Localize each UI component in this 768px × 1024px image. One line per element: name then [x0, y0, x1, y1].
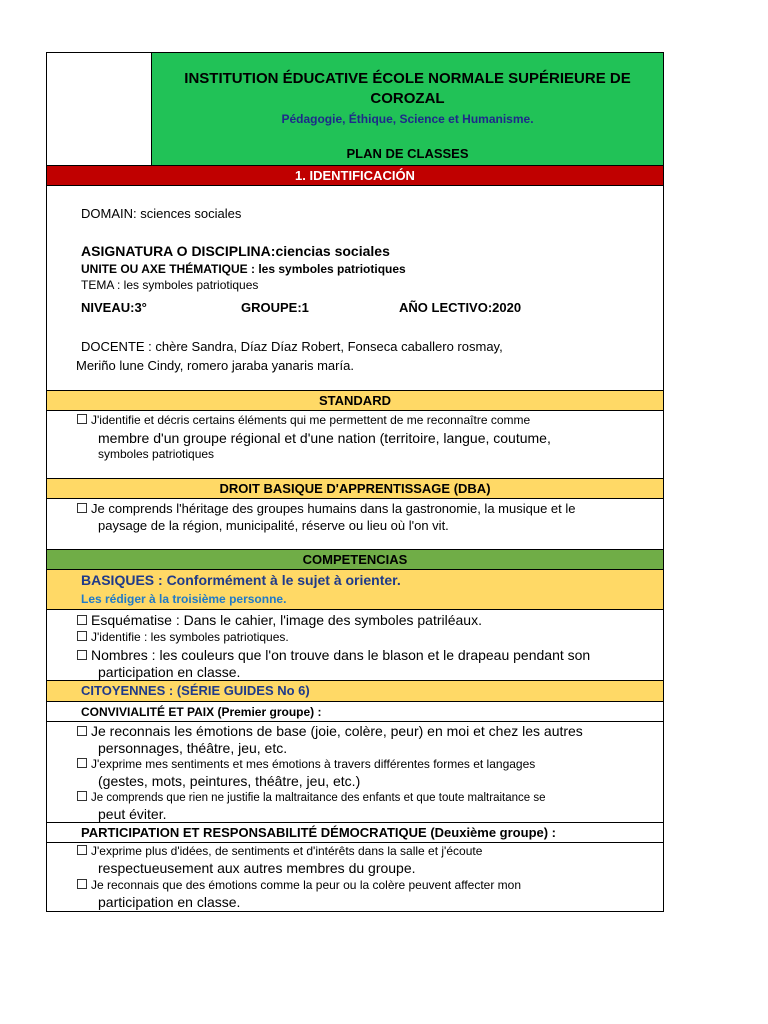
plan-title: PLAN DE CLASSES — [346, 146, 469, 161]
standard-line-3: symboles patriotiques — [98, 447, 215, 461]
basiques-subtitle: Les rédiger à la troisième personne. — [81, 592, 287, 606]
checkbox-icon — [77, 615, 87, 625]
part-1b: respectueusement aux autres membres du groupe. — [98, 860, 416, 876]
header-banner — [152, 53, 663, 166]
standard-header: STANDARD — [47, 391, 663, 411]
dba-header: DROIT BASIQUE D'APPRENTISSAGE (DBA) — [47, 479, 663, 499]
ano-line: AÑO LECTIVO:2020 — [399, 300, 522, 315]
standard-line-2: membre d'un groupe régional et d'une nation (territoire, langue, coutume, — [98, 430, 551, 446]
conv-2a: J'exprime mes sentiments et mes émotions à travers différentes formes et langages — [91, 757, 536, 771]
checkbox-icon — [77, 414, 87, 424]
checkbox-icon — [77, 631, 87, 641]
dba-line-2: paysage de la région, municipalité, réserve ou lieu où l'on vit. — [98, 518, 449, 533]
docente-line-2: Meriño lune Cindy, romero jaraba yanaris maría. — [76, 358, 354, 373]
basiques-item-1: Esquématise : Dans le cahier, l'image des symboles patriléaux. — [91, 612, 482, 628]
conv-2b: (gestes, mots, peintures, théâtre, jeu, etc.) — [98, 773, 361, 789]
part-2b: participation en classe. — [98, 894, 241, 910]
part-2a: Je reconnais que des émotions comme la peur ou la colère peuvent affecter mon — [91, 878, 522, 892]
institution-title: INSTITUTION ÉDUCATIVE ÉCOLE NORMALE SUPÉRIEURE DE COROZAL — [184, 70, 631, 107]
participation-section — [47, 843, 663, 911]
basiques-title: BASIQUES : Conformément à le sujet à orienter. — [81, 572, 401, 588]
standard-line-1: J'identifie et décris certains éléments qui me permettent de me reconnaître comme — [91, 413, 531, 427]
basiques-item-2: J'identifie : les symboles patriotiques. — [91, 630, 289, 644]
checkbox-icon — [77, 758, 87, 768]
logo-box — [47, 53, 152, 166]
niveau-line: NIVEAU:3° — [81, 300, 147, 315]
identification-section — [47, 186, 663, 391]
lesson-plan-document — [46, 52, 664, 912]
checkbox-icon — [77, 503, 87, 513]
conv-1a: Je reconnais les émotions de base (joie, colère, peur) en moi et chez les autres — [91, 723, 583, 739]
competencias-header: COMPETENCIAS — [47, 550, 663, 570]
checkbox-icon — [77, 791, 87, 801]
conv-1b: personnages, théâtre, jeu, etc. — [98, 740, 288, 756]
institution-motto: Pédagogie, Éthique, Science et Humanisme. — [281, 112, 534, 126]
unite-line: UNITE OU AXE THÉMATIQUE : les symboles patriotiques — [81, 262, 406, 276]
domain-line: DOMAIN: sciences sociales — [81, 206, 242, 221]
groupe-line: GROUPE:1 — [241, 300, 309, 315]
citoyennes-header — [47, 681, 663, 702]
convivialite-title: CONVIVIALITÉ ET PAIX (Premier groupe) : — [81, 705, 322, 719]
standard-section — [47, 411, 663, 479]
basiques-section — [47, 570, 663, 610]
conv-3b: peut éviter. — [98, 806, 167, 822]
dba-line-1: Je comprends l'héritage des groupes humains dans la gastronomie, la musique et le — [91, 501, 576, 516]
docente-line-1: DOCENTE : chère Sandra, Díaz Díaz Robert, Fonseca caballero rosmay, — [81, 339, 503, 354]
checkbox-icon — [77, 879, 87, 889]
participation-title: PARTICIPATION ET RESPONSABILITÉ DÉMOCRATIQUE (Deuxième groupe) : — [81, 825, 557, 840]
dba-section — [47, 499, 663, 550]
convivialite-section — [47, 722, 663, 823]
part-1a: J'exprime plus d'idées, de sentiments et d'intérêts dans la salle et j'écoute — [91, 844, 483, 858]
conv-3a: Je comprends que rien ne justifie la maltraitance des enfants et que toute maltraitance se — [91, 792, 546, 804]
participation-header — [47, 823, 663, 843]
checkbox-icon — [77, 845, 87, 855]
asignatura-line: ASIGNATURA O DISCIPLINA:ciencias sociales — [81, 243, 390, 259]
basiques-item-3a: Nombres : les couleurs que l'on trouve dans le blason et le drapeau pendant son — [91, 647, 591, 663]
citoyennes-title: CITOYENNES : (SÉRIE GUIDES No 6) — [81, 683, 310, 698]
checkbox-icon — [77, 650, 87, 660]
basiques-item-3b: participation en classe. — [98, 664, 241, 680]
identification-header: 1. IDENTIFICACIÓN — [47, 166, 663, 186]
checkbox-icon — [77, 726, 87, 736]
basiques-items — [47, 610, 663, 681]
convivialite-header — [47, 702, 663, 722]
tema-line: TEMA : les symboles patriotiques — [81, 278, 259, 292]
